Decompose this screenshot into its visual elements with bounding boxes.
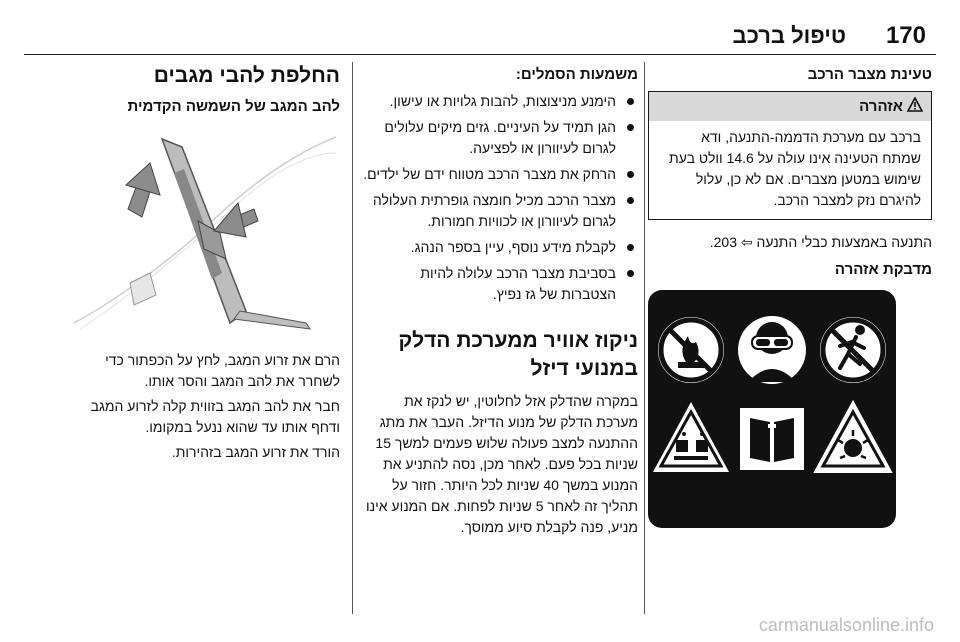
sticker-heading: מדבקת אזהרה xyxy=(834,261,932,278)
no-flame-icon xyxy=(657,316,725,384)
warning-header xyxy=(649,92,931,121)
list-item: מצבר הרכב מכיל חומצה גופרתית העלולה לגרום לעיוורון או לכוויות חמורות. xyxy=(362,190,638,232)
page-number: 170 xyxy=(885,22,926,49)
diesel-bleed-text: במקרה שהדלק אזל לחלוטין, יש לנקז את מערכת הדלק של מנוע הדיזל. העבר את מתג ההתנעה למצב פעולה שלוש פעמים למשך 15 שניות בכל פעם. לאחר מכן, נסה להתניע את המנוע במשך 40 שניות לכל היותר. חזור על תהליך זה לאחר 5 שניות לפחות. אם המנוע אינו מניע, פנה לקבלת סיוע ממוסך. xyxy=(366,393,638,535)
wiper-step-3: הורד את זרוע המגב בזהירות. xyxy=(171,444,340,460)
list-item: הימנע מניצוצות, להבות גלויות או עישון. xyxy=(362,91,638,112)
explosion-warning-icon xyxy=(815,402,891,472)
warning-sticker xyxy=(648,290,896,528)
warning-box xyxy=(648,91,932,220)
column-middle xyxy=(362,62,638,614)
column-right xyxy=(648,62,932,614)
jump-start-reference: התנעה באמצעות כבלי התנעה ⇦ 203. xyxy=(709,234,932,250)
column-left xyxy=(70,62,340,614)
wiper-step-2: חבר את להב המגב בזווית קלה לזרוע המגב ודחף אותו עד שהוא ננעל במקומו. xyxy=(90,398,340,435)
section-title: טיפול ברכב xyxy=(732,23,846,48)
list-item: הגן תמיד על העיניים. גזים מיקים עלולים לגרום לעיוורון או לפציעה. xyxy=(362,117,638,159)
wiper-step-1: הרם את זרוע המגב, לחץ על הכפתור כדי לשחרר את להב המגב והסר אותו. xyxy=(105,352,340,389)
list-item: הרחק את מצבר הרכב מטווח ידם של ילדים. xyxy=(362,164,638,185)
warning-triangle-icon xyxy=(907,97,923,116)
wiper-illustration xyxy=(70,123,340,338)
header-rule xyxy=(24,54,936,55)
wiper-blade-title: החלפת להבי מגבים xyxy=(153,64,340,87)
running-person-icon xyxy=(819,316,887,384)
battery-charging-title: טעינת מצבר הרכב xyxy=(807,66,932,83)
watermark: carmanualsonline.info xyxy=(758,615,934,635)
list-item: בסביבת מצבר הרכב עלולה להיות הצטברות של גז נפיץ. xyxy=(362,263,638,305)
page-header xyxy=(24,22,936,50)
warning-text: ברכב עם מערכת הדממה-התנעה, ודא שמתח הטעינה אינו עולה על 14.6 וולט בעת שימוש במטען מצברים. אם לא כן, עלול להיגרם נזק למצבר הרכב. xyxy=(669,129,921,208)
goggles-icon xyxy=(738,316,806,384)
symbols-heading: משמעות הסמלים: xyxy=(515,66,638,83)
diesel-bleed-title: ניקוז אוויר ממערכת הדלק במנועי דיזל xyxy=(398,329,638,380)
corrosive-warning-icon xyxy=(653,402,729,472)
windscreen-wiper-subtitle: להב המגב של השמשה הקדמית xyxy=(127,98,340,115)
symbols-list xyxy=(362,91,638,305)
warning-label: אזהרה xyxy=(859,98,903,115)
column-divider-left xyxy=(352,62,353,614)
manual-icon xyxy=(740,408,804,470)
list-item: לקבלת מידע נוסף, עיין בספר הנהג. xyxy=(362,237,638,258)
column-divider-right xyxy=(644,62,645,614)
